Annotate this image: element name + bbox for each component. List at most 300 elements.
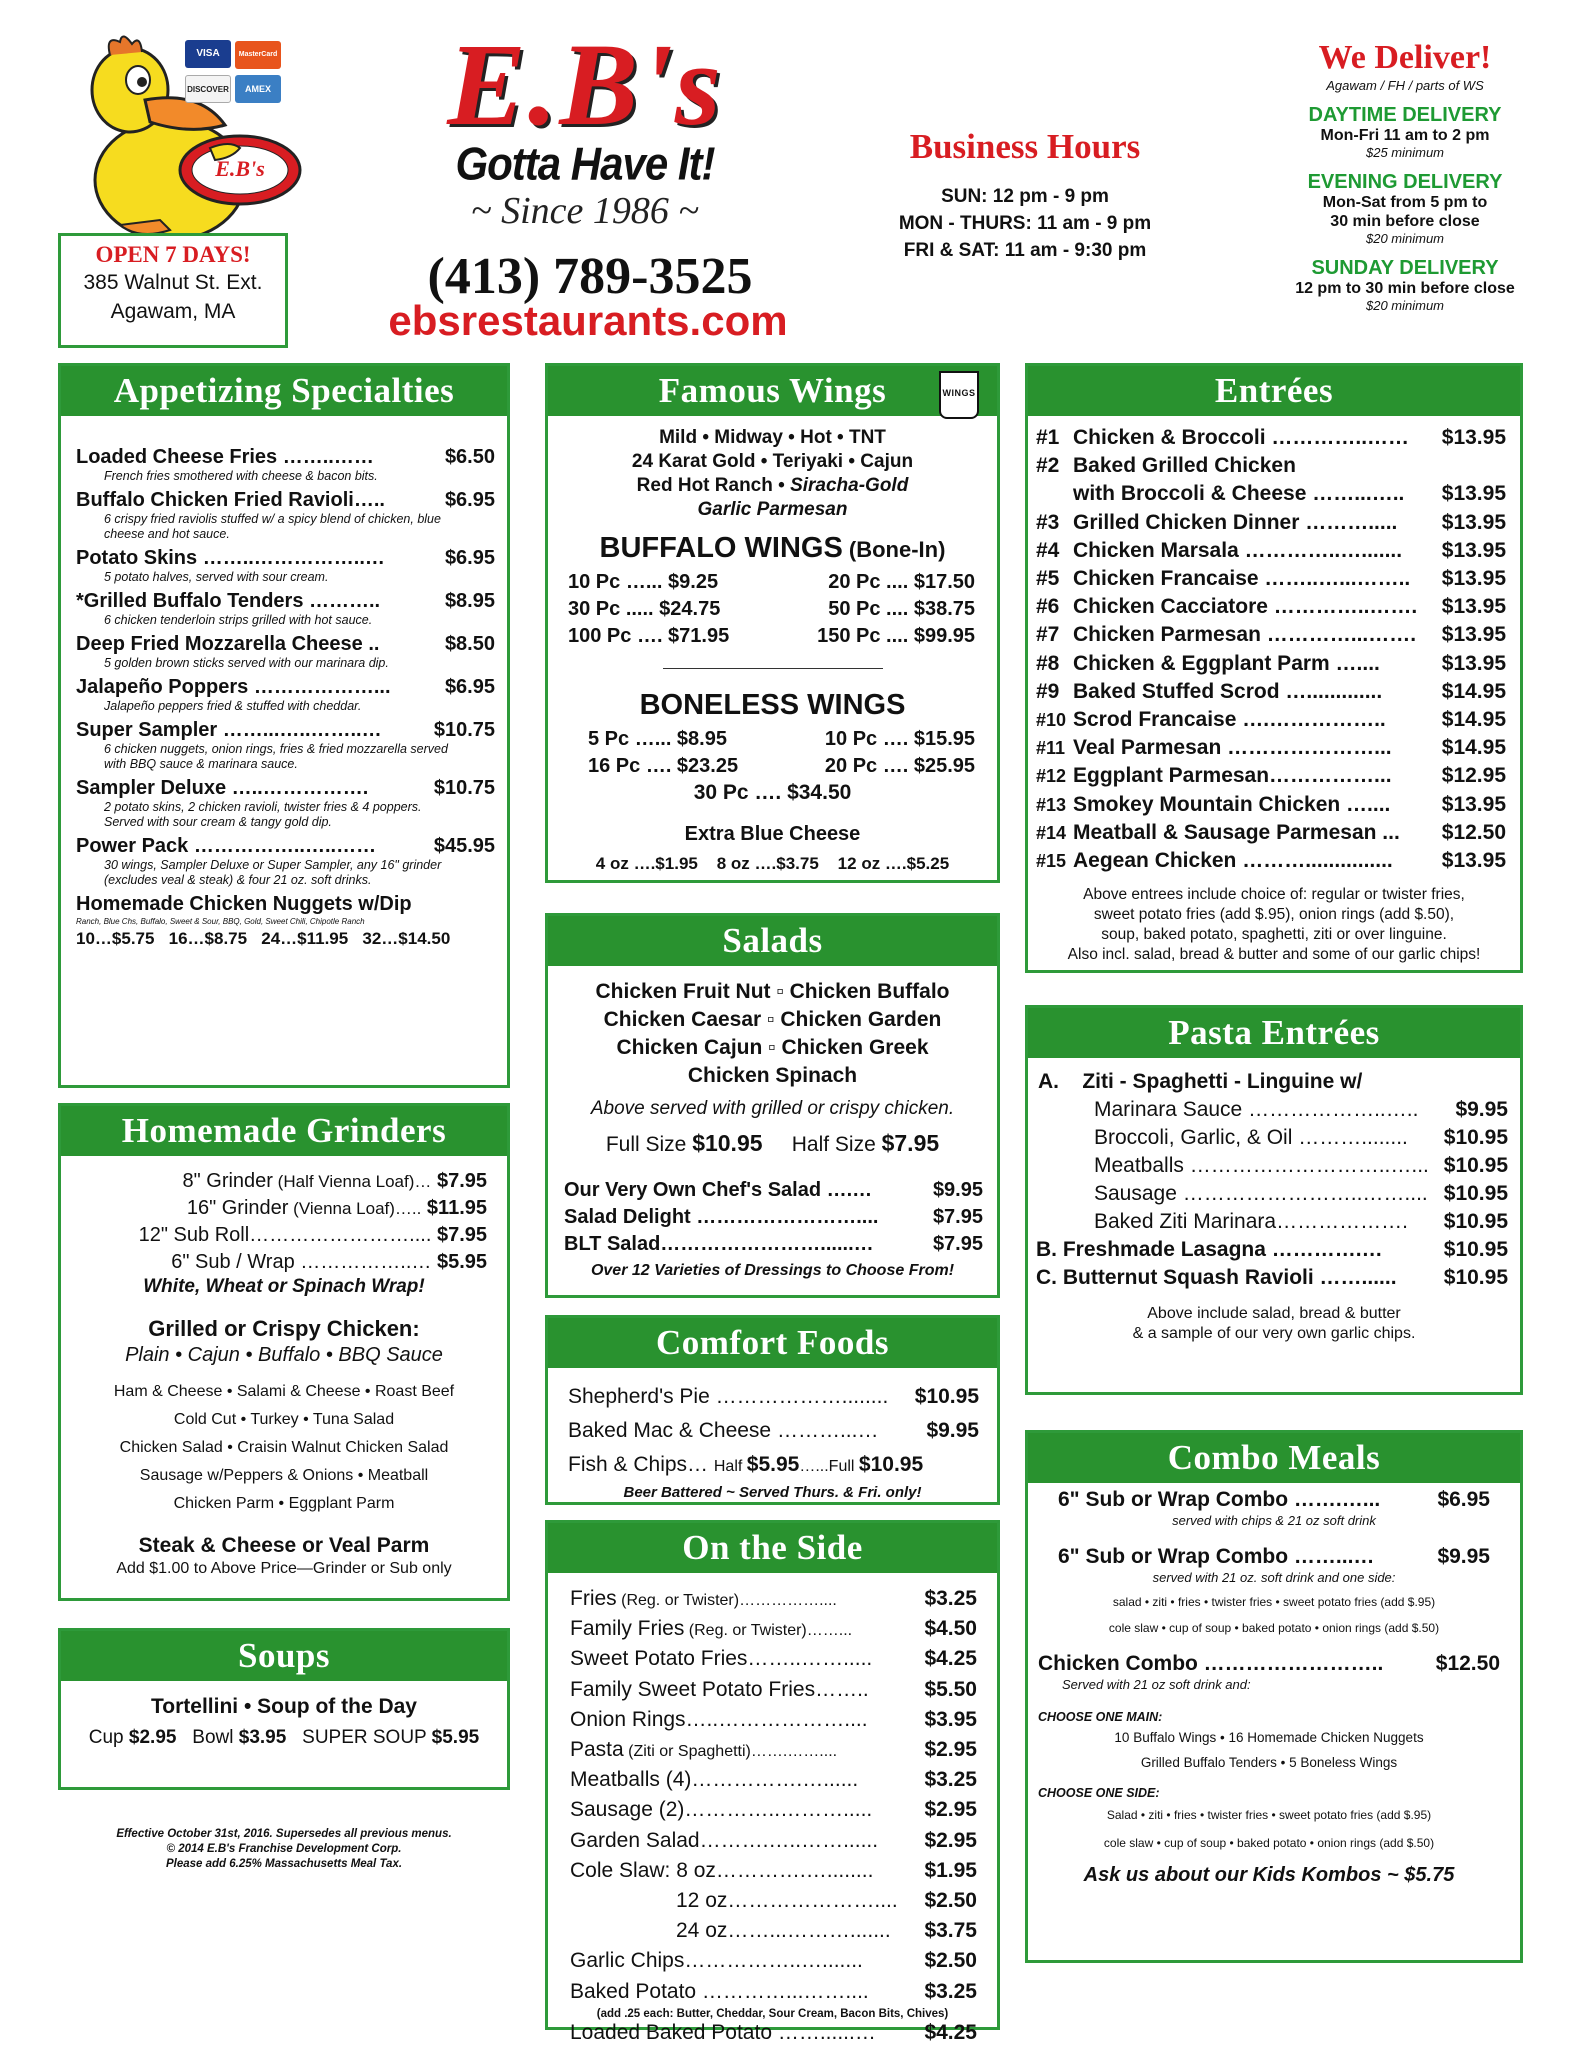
pasta-note-1: Above include salad, bread & butter	[1147, 1305, 1401, 1322]
sunday-hours: 12 pm to 30 min before close	[1295, 280, 1515, 297]
side-item-price: $3.25	[924, 1768, 977, 1792]
pasta-a-item	[1094, 1208, 1508, 1236]
side-item-label	[570, 1676, 869, 1706]
super-soup-price: $5.95	[431, 1727, 480, 1748]
grinder-note: (Vienna Loaf)…..	[288, 1199, 422, 1218]
side-item-note: (Ziti or Spaghetti)…….……....	[623, 1743, 838, 1761]
appetizer-price: $6.50	[444, 446, 495, 468]
combo-3-note: Served with 21 oz soft drink and:	[1062, 1677, 1251, 1692]
salad-item-price: $9.95	[932, 1179, 983, 1201]
salads-title: Salads	[548, 916, 997, 966]
entree-name: Chicken Francaise ……..…...……..	[1073, 567, 1411, 591]
salad-item	[564, 1204, 983, 1231]
appetizer-item	[76, 489, 495, 512]
steak-title: Steak & Cheese or Veal Parm	[138, 1534, 430, 1557]
combo-1-row	[1058, 1487, 1490, 1513]
grinder-item	[81, 1168, 487, 1195]
appetizer-name: Loaded Cheese Fries ……..……	[76, 446, 374, 468]
bowl-price: $3.95	[238, 1727, 287, 1748]
evening-minimum: $20 minimum	[1365, 231, 1445, 246]
entree-item	[1036, 565, 1506, 593]
grilled-title: Grilled or Crispy Chicken:	[148, 1316, 420, 1341]
combo-3-price: $12.50	[1435, 1652, 1500, 1675]
combo-2-sides-1: salad • ziti • fries • twister fries • sweet potato fries (add $.95)	[1112, 1595, 1436, 1609]
appetizer-name: Jalapeño Poppers ………………...	[76, 676, 391, 698]
choose-main-1: 10 Buffalo Wings • 16 Homemade Chicken Nuggets	[1114, 1730, 1424, 1745]
side-item	[570, 1887, 977, 1917]
wrap-note: White, Wheat or Spinach Wrap!	[143, 1276, 425, 1297]
pasta-a-item-price: $10.95	[1443, 1154, 1508, 1177]
entree-label	[1036, 819, 1400, 847]
wing-flavors-4: Garlic Parmesan	[697, 499, 848, 520]
appetizer-desc: 6 chicken tenderloin strips grilled with hot sauce.	[104, 613, 373, 627]
comfort-foods-section	[545, 1315, 1000, 1505]
side-item-name: 24 oz……...……….......	[676, 1919, 891, 1943]
entree-item	[1036, 480, 1506, 508]
appetizer-item	[76, 835, 495, 858]
entree-number: #4	[1036, 538, 1060, 562]
appetizer-desc: French fries smothered with cheese & bacon bits.	[104, 469, 378, 483]
daytime-delivery-title: DAYTIME DELIVERY	[1308, 104, 1502, 126]
side-item-price: $3.75	[924, 1919, 977, 1943]
pasta-a-item-name: Baked Ziti Marinara……………….	[1094, 1210, 1408, 1233]
buffalo-price-row	[568, 596, 975, 623]
buffalo-price-right: 50 Pc .... $38.75	[828, 598, 975, 620]
nuggets-prices: 10…$5.75 16…$8.75 24…$11.95 32…$14.50	[76, 929, 451, 948]
side-item	[570, 1827, 977, 1857]
entree-label	[1036, 762, 1392, 790]
appetizer-item	[76, 777, 495, 800]
kids-kombos: Ask us about our Kids Kombos ~ $5.75	[1083, 1864, 1455, 1886]
side-item-label	[570, 1766, 858, 1796]
entree-label	[1036, 621, 1416, 649]
entree-note-line: Above entrees include choice of: regular or twister fries,	[1083, 886, 1465, 904]
pasta-a-item	[1094, 1124, 1508, 1152]
entree-item	[1036, 509, 1506, 537]
appetizer-price: $8.50	[444, 633, 495, 655]
side-item-name: Family Sweet Potato Fries……..	[570, 1677, 869, 1701]
appetizer-name: Power Pack ……………..…..……	[76, 835, 377, 857]
pasta-c-name: C. Butternut Squash Ravioli ……......	[1036, 1266, 1397, 1289]
pasta-a-item-price: $10.95	[1443, 1182, 1508, 1205]
hours-fri-sat: FRI & SAT: 11 am - 9:30 pm	[903, 240, 1147, 261]
entree-number	[1036, 480, 1073, 508]
entree-price: $13.95	[1441, 426, 1506, 449]
entree-item	[1036, 621, 1506, 649]
salad-line: Chicken Spinach	[687, 1064, 858, 1087]
wing-flavors-3	[548, 474, 997, 498]
boneless-wings-title: BONELESS WINGS	[639, 689, 906, 721]
side-item	[570, 1585, 977, 1615]
appetizer-desc: 5 golden brown sticks served with our marinara dip.	[104, 656, 389, 670]
salad-item-name: Salad Delight ……………………....	[564, 1206, 879, 1228]
grinder-price: $11.95	[421, 1197, 487, 1219]
loaded-potato-price: $4.25	[924, 2020, 977, 2044]
entree-number: #14	[1036, 822, 1067, 843]
side-item-name: Sweet Potato Fries……..…….....	[570, 1647, 873, 1671]
appetizer-item	[76, 719, 495, 742]
cup-label: Cup	[88, 1727, 129, 1748]
salad-items	[548, 1157, 997, 1258]
steak-note: Add $1.00 to Above Price—Grinder or Sub only	[116, 1560, 452, 1577]
fish-half-label: Half	[713, 1458, 747, 1475]
salad-item	[564, 1177, 983, 1204]
choose-side-title: CHOOSE ONE SIDE:	[1038, 1786, 1160, 1800]
entree-number: #10	[1036, 710, 1067, 731]
side-item-label	[570, 1857, 873, 1887]
entree-item	[1036, 791, 1506, 819]
effective-line-1: Effective October 31st, 2016. Supersedes all previous menus.	[116, 1828, 452, 1840]
side-item-name: Pasta	[570, 1738, 624, 1762]
entree-price: $13.95	[1441, 623, 1506, 647]
side-item-price: $5.50	[924, 1677, 977, 1701]
wing-flavors-2: 24 Karat Gold • Teriyaki • Cajun	[631, 451, 914, 472]
entree-name: Chicken Parmesan …………...…….	[1073, 623, 1417, 647]
side-item-label	[570, 1645, 872, 1675]
entree-name: Chicken Marsala …………..….......	[1073, 538, 1403, 562]
hours-sun: SUN: 12 pm - 9 pm	[941, 186, 1109, 207]
entree-name: Grilled Chicken Dinner ……….....	[1073, 510, 1398, 534]
website-link[interactable]: ebsrestaurants.com	[388, 297, 788, 344]
grinder-type-line: Chicken Salad • Craisin Walnut Chicken Salad	[119, 1439, 449, 1456]
half-size-price: $7.95	[881, 1130, 940, 1156]
side-item-name: Baked Potato …………...……....	[570, 1979, 869, 2003]
on-the-side-section	[545, 1520, 1000, 2044]
entree-price: $14.95	[1441, 679, 1506, 703]
entree-label	[1036, 706, 1386, 734]
side-item-label	[570, 1706, 868, 1736]
side-item-note: (Reg. or Twister)……...	[684, 1622, 853, 1640]
combo-2-sides-2: cole slaw • cup of soup • baked potato • onion rings (add $.50)	[1108, 1621, 1440, 1635]
grinder-types	[61, 1378, 507, 1518]
salad-item	[564, 1231, 983, 1258]
side-item-note: (Reg. or Twister)……………....	[616, 1592, 837, 1609]
side-item-name: Garden Salad……….…..……......	[570, 1828, 879, 1852]
soups-section	[58, 1628, 510, 1790]
sunday-minimum: $20 minimum	[1365, 298, 1445, 313]
side-item	[570, 1978, 977, 2008]
entree-item	[1036, 593, 1506, 621]
evening-hours-2: 30 min before close	[1330, 213, 1480, 230]
nuggets-title: Homemade Chicken Nuggets w/Dip	[76, 893, 412, 915]
wings-section	[545, 363, 1000, 883]
salad-item-name: Our Very Own Chef's Salad ….…	[564, 1179, 873, 1201]
salad-line: Chicken Cajun ▫ Chicken Greek	[616, 1036, 929, 1059]
grinder-price: $7.95	[431, 1170, 487, 1192]
entree-price: $13.95	[1441, 538, 1506, 562]
salad-list	[548, 978, 997, 1090]
entree-number: #9	[1036, 679, 1060, 703]
entree-item	[1036, 537, 1506, 565]
side-item	[570, 1706, 977, 1736]
entree-number: #13	[1036, 794, 1067, 815]
combo-2-price: $9.95	[1437, 1545, 1490, 1568]
super-soup-label: SUPER SOUP	[286, 1727, 432, 1748]
loaded-potato-name: Loaded Baked Potato ……......…	[570, 2020, 876, 2044]
sunday-delivery-title: SUNDAY DELIVERY	[1311, 257, 1499, 279]
tagline: Gotta Have It!	[455, 137, 715, 190]
entrees-title: Entrées	[1028, 366, 1520, 416]
pasta-a-item	[1094, 1180, 1508, 1208]
entree-number: #11	[1036, 738, 1066, 759]
wings-bucket-label: WINGS	[942, 388, 976, 398]
pasta-a-title: A. Ziti - Spaghetti - Linguine w/	[1038, 1070, 1363, 1093]
side-item-price: $2.95	[924, 1828, 977, 1852]
buffalo-wings-heading: BUFFALO WINGS	[599, 532, 843, 564]
side-items	[548, 1573, 997, 2008]
entrees-section	[1025, 363, 1523, 973]
daytime-minimum: $25 minimum	[1365, 145, 1445, 160]
entree-price: $14.95	[1441, 708, 1506, 732]
side-item-name: Cole Slaw: 8 oz………….…........	[570, 1858, 874, 1882]
wings-bucket-icon	[939, 371, 979, 419]
combo-2-note: served with 21 oz. soft drink and one side:	[1152, 1570, 1396, 1585]
comfort-item-price: $9.95	[926, 1419, 979, 1442]
entree-item	[1036, 847, 1506, 875]
entree-item	[1036, 452, 1506, 480]
appetizer-item	[76, 633, 495, 656]
entree-name: Smokey Mountain Chicken …....	[1073, 792, 1391, 816]
address-line-2: Agawam, MA	[110, 300, 236, 323]
hours-title: Business Hours	[909, 127, 1141, 166]
combo-3-row	[1038, 1651, 1500, 1677]
pasta-a-item-price: $9.95	[1455, 1098, 1508, 1121]
entree-note	[1028, 885, 1520, 965]
effective-line-3: Please add 6.25% Massachusetts Meal Tax.	[165, 1858, 403, 1870]
side-item-name: 12 oz…………………....	[676, 1889, 898, 1913]
choose-main-title: CHOOSE ONE MAIN:	[1038, 1710, 1163, 1724]
entree-name: Meatball & Sausage Parmesan ...	[1073, 820, 1400, 844]
buffalo-wings-prices	[548, 565, 997, 650]
side-item-label	[570, 1585, 837, 1615]
comfort-item-name: Baked Mac & Cheese ………...…	[568, 1419, 879, 1442]
appetizer-desc: 5 potato halves, served with sour cream.	[104, 570, 329, 584]
appetizer-desc: Jalapeño peppers fried & stuffed with cheddar.	[104, 699, 362, 713]
comfort-item	[568, 1380, 979, 1414]
entree-note-line: soup, baked potato, spaghetti, ziti or over linguine.	[1101, 926, 1447, 944]
mastercard-icon: MasterCard	[235, 41, 281, 69]
grinders-section	[58, 1103, 510, 1601]
side-item	[570, 1676, 977, 1706]
boneless-price-row	[588, 726, 975, 753]
appetizers-list	[61, 416, 507, 951]
buffalo-wings-title	[548, 532, 997, 565]
evening-delivery-title: EVENING DELIVERY	[1307, 171, 1503, 193]
dressing-note: Over 12 Varieties of Dressings to Choose From!	[590, 1262, 955, 1279]
pasta-a-item-name: Sausage ……………………..……....	[1094, 1182, 1428, 1205]
pasta-title: Pasta Entrées	[1028, 1008, 1520, 1058]
boneless-price-row	[588, 753, 975, 780]
side-item	[570, 1615, 977, 1645]
entree-number: #3	[1036, 510, 1060, 534]
grinder-type-line: Ham & Cheese • Salami & Cheese • Roast Beef	[113, 1383, 455, 1400]
appetizer-name: *Grilled Buffalo Tenders ………..	[76, 590, 381, 612]
phone-number[interactable]: (413) 789-3525	[427, 248, 753, 305]
side-item-name: Garlic Chips……………..….......	[570, 1949, 863, 1973]
pasta-a-item-price: $10.95	[1443, 1126, 1508, 1149]
buffalo-price-right: 150 Pc .... $99.95	[817, 625, 975, 647]
grinders-title: Homemade Grinders	[61, 1106, 507, 1156]
cup-price: $2.95	[128, 1727, 177, 1748]
appetizer-name: Potato Skins ……..……………..…	[76, 547, 385, 569]
side-item-price: $2.50	[924, 1889, 977, 1913]
entree-name: with Broccoli & Cheese ……...…..	[1073, 482, 1405, 506]
side-item-price: $4.50	[924, 1617, 977, 1641]
business-hours	[855, 125, 1195, 264]
entree-item	[1036, 424, 1506, 452]
combo-3-name: Chicken Combo ……………………..	[1038, 1652, 1384, 1675]
entree-name: Chicken & Eggplant Parm …....	[1073, 651, 1380, 675]
comfort-foods-title: Comfort Foods	[548, 1318, 997, 1368]
side-item-name: Fries	[570, 1587, 617, 1610]
boneless-price-left: 5 Pc …... $8.95	[588, 728, 727, 750]
buffalo-price-left: 10 Pc …... $9.25	[568, 571, 719, 593]
appetizers-section	[58, 363, 510, 1088]
buffalo-price-row	[568, 569, 975, 596]
fish-chips-row	[548, 1448, 997, 1484]
wing-flavor-red-hot-ranch: Red Hot Ranch •	[636, 475, 791, 496]
entree-item	[1036, 819, 1506, 847]
salad-line: Chicken Fruit Nut ▫ Chicken Buffalo	[595, 980, 950, 1003]
grinder-name: 12" Sub Roll……………………....	[138, 1224, 432, 1246]
entree-number: #15	[1036, 851, 1067, 872]
appetizer-name: Sampler Deluxe …..…………….	[76, 777, 369, 799]
appetizer-desc: 30 wings, Sampler Deluxe or Super Sampler, any 16" grinder (excludes veal & steak) & four 21 oz. soft drinks.	[104, 858, 442, 887]
entree-price: $13.95	[1441, 567, 1506, 591]
side-item-price: $4.25	[924, 1647, 977, 1671]
appetizer-price: $6.95	[444, 547, 495, 569]
grinder-item	[81, 1222, 487, 1249]
grinder-name: 16" Grinder	[186, 1197, 289, 1219]
combo-1-name: 6" Sub or Wrap Combo …….…...	[1058, 1488, 1381, 1511]
buffalo-price-left: 30 Pc ..... $24.75	[568, 598, 721, 620]
combo-1-price: $6.95	[1437, 1488, 1490, 1511]
appetizer-item	[76, 590, 495, 613]
entree-number: #2	[1036, 454, 1060, 478]
side-item-name: Sausage (2)…………..……….....	[570, 1798, 873, 1822]
fish-full-price: $10.95	[858, 1453, 924, 1476]
entree-label	[1036, 537, 1402, 565]
appetizer-price: $6.95	[444, 676, 495, 698]
entree-number: #6	[1036, 595, 1060, 619]
boneless-wings-prices	[548, 722, 997, 780]
appetizer-price: $10.75	[433, 777, 495, 799]
entree-price: $12.50	[1441, 820, 1506, 844]
grinder-item	[81, 1249, 487, 1276]
side-item-name: Onion Rings…..………………....	[570, 1707, 868, 1731]
combo-2-name: 6" Sub or Wrap Combo ……...…	[1058, 1545, 1375, 1568]
grinders-list	[61, 1156, 507, 1276]
entree-item	[1036, 650, 1506, 678]
buffalo-price-left: 100 Pc …. $71.95	[568, 625, 730, 647]
bowl-label: Bowl	[176, 1727, 239, 1748]
salad-line: Chicken Caesar ▫ Chicken Garden	[603, 1008, 942, 1031]
entree-label	[1036, 424, 1409, 452]
side-item	[570, 1766, 977, 1796]
blue-cheese-title: Extra Blue Cheese	[684, 823, 861, 845]
grinder-note: (Half Vienna Loaf)…	[272, 1172, 432, 1191]
side-item-label	[570, 1736, 837, 1766]
we-deliver-title: We Deliver!	[1318, 39, 1492, 76]
grinder-type-line: Chicken Parm • Eggplant Parm	[173, 1495, 395, 1512]
boneless-price-right: 10 Pc …. $15.95	[824, 728, 975, 750]
mascot-badge-text: E.B's	[215, 156, 265, 181]
open-address-box	[58, 233, 288, 348]
choose-main-2: Grilled Buffalo Tenders • 5 Boneless Wings	[1140, 1755, 1398, 1770]
entree-label	[1036, 593, 1417, 621]
pasta-note-2: & a sample of our very own garlic chips.	[1132, 1325, 1416, 1342]
entree-number: #5	[1036, 567, 1060, 591]
entree-label	[1036, 509, 1397, 537]
grinder-item	[81, 1195, 487, 1222]
salads-section	[545, 913, 1000, 1298]
salad-item-name: BLT Salad……………………......…	[564, 1233, 874, 1255]
appetizer-price: $8.95	[444, 590, 495, 612]
side-item-price: $2.50	[924, 1949, 977, 1973]
salad-sizes	[548, 1130, 997, 1157]
side-item-label	[676, 1917, 891, 1947]
visa-card-icon: VISA	[185, 40, 231, 68]
pasta-b-price: $10.95	[1443, 1238, 1508, 1261]
combo-1-note: served with chips & 21 oz soft drink	[1172, 1513, 1376, 1528]
entree-number: #12	[1036, 766, 1067, 787]
side-item-price: $3.25	[924, 1979, 977, 2003]
appetizers-title: Appetizing Specialties	[61, 366, 507, 416]
side-item-label	[570, 1796, 872, 1826]
entree-name: Chicken & Broccoli …………..……	[1073, 426, 1410, 449]
delivery-info	[1270, 38, 1540, 314]
wing-flavor-siracha: Siracha-Gold	[790, 475, 909, 496]
entree-number: #8	[1036, 651, 1060, 675]
pasta-a-item-name: Meatballs ………………………..…...	[1094, 1154, 1429, 1177]
salad-item-price: $7.95	[932, 1206, 983, 1228]
side-item-price: $2.95	[924, 1798, 977, 1822]
appetizer-item	[76, 547, 495, 570]
appetizer-desc: 6 chicken nuggets, onion rings, fries & fried mozzarella served with BBQ sauce & marinara sauce.	[104, 742, 448, 771]
on-the-side-title: On the Side	[548, 1523, 997, 1573]
appetizer-name: Buffalo Chicken Fried Ravioli…..	[76, 489, 385, 511]
entree-item	[1036, 734, 1506, 762]
entree-name: Baked Grilled Chicken	[1073, 454, 1296, 478]
delivery-area: Agawam / FH / parts of WS	[1326, 78, 1484, 93]
since-year: ~ Since 1986 ~	[471, 190, 699, 232]
entree-label	[1036, 650, 1380, 678]
amex-card-icon: AMEX	[235, 75, 281, 103]
salad-served-note: Above served with grilled or crispy chicken.	[590, 1098, 955, 1119]
entree-label	[1036, 791, 1390, 819]
boneless-30pc: 30 Pc …. $34.50	[693, 781, 852, 804]
pasta-a-items	[1028, 1096, 1520, 1236]
side-item-price: $3.25	[924, 1587, 977, 1610]
entree-price: $13.95	[1441, 792, 1506, 816]
side-item-label	[676, 1887, 898, 1917]
grinder-type-line: Cold Cut • Turkey • Tuna Salad	[173, 1411, 395, 1428]
side-item	[570, 1857, 977, 1887]
entree-item	[1036, 762, 1506, 790]
evening-hours-1: Mon-Sat from 5 pm to	[1322, 194, 1488, 211]
entree-price: $14.95	[1441, 736, 1506, 760]
appetizer-price: $10.75	[433, 719, 495, 741]
pasta-a-item	[1094, 1152, 1508, 1180]
effective-line-2: © 2014 E.B's Franchise Development Corp.	[166, 1843, 402, 1855]
pasta-a-item-price: $10.95	[1443, 1210, 1508, 1233]
fish-full-label: …...Full	[799, 1458, 859, 1475]
comfort-items	[548, 1368, 997, 1448]
full-size-label: Full Size	[605, 1133, 693, 1156]
soup-prices	[61, 1727, 507, 1749]
appetizer-desc: 2 potato skins, 2 chicken ravioli, twister fries & 4 poppers. Served with sour cream & tangy gold dip.	[104, 800, 422, 829]
open-7-days: OPEN 7 DAYS!	[95, 242, 251, 267]
